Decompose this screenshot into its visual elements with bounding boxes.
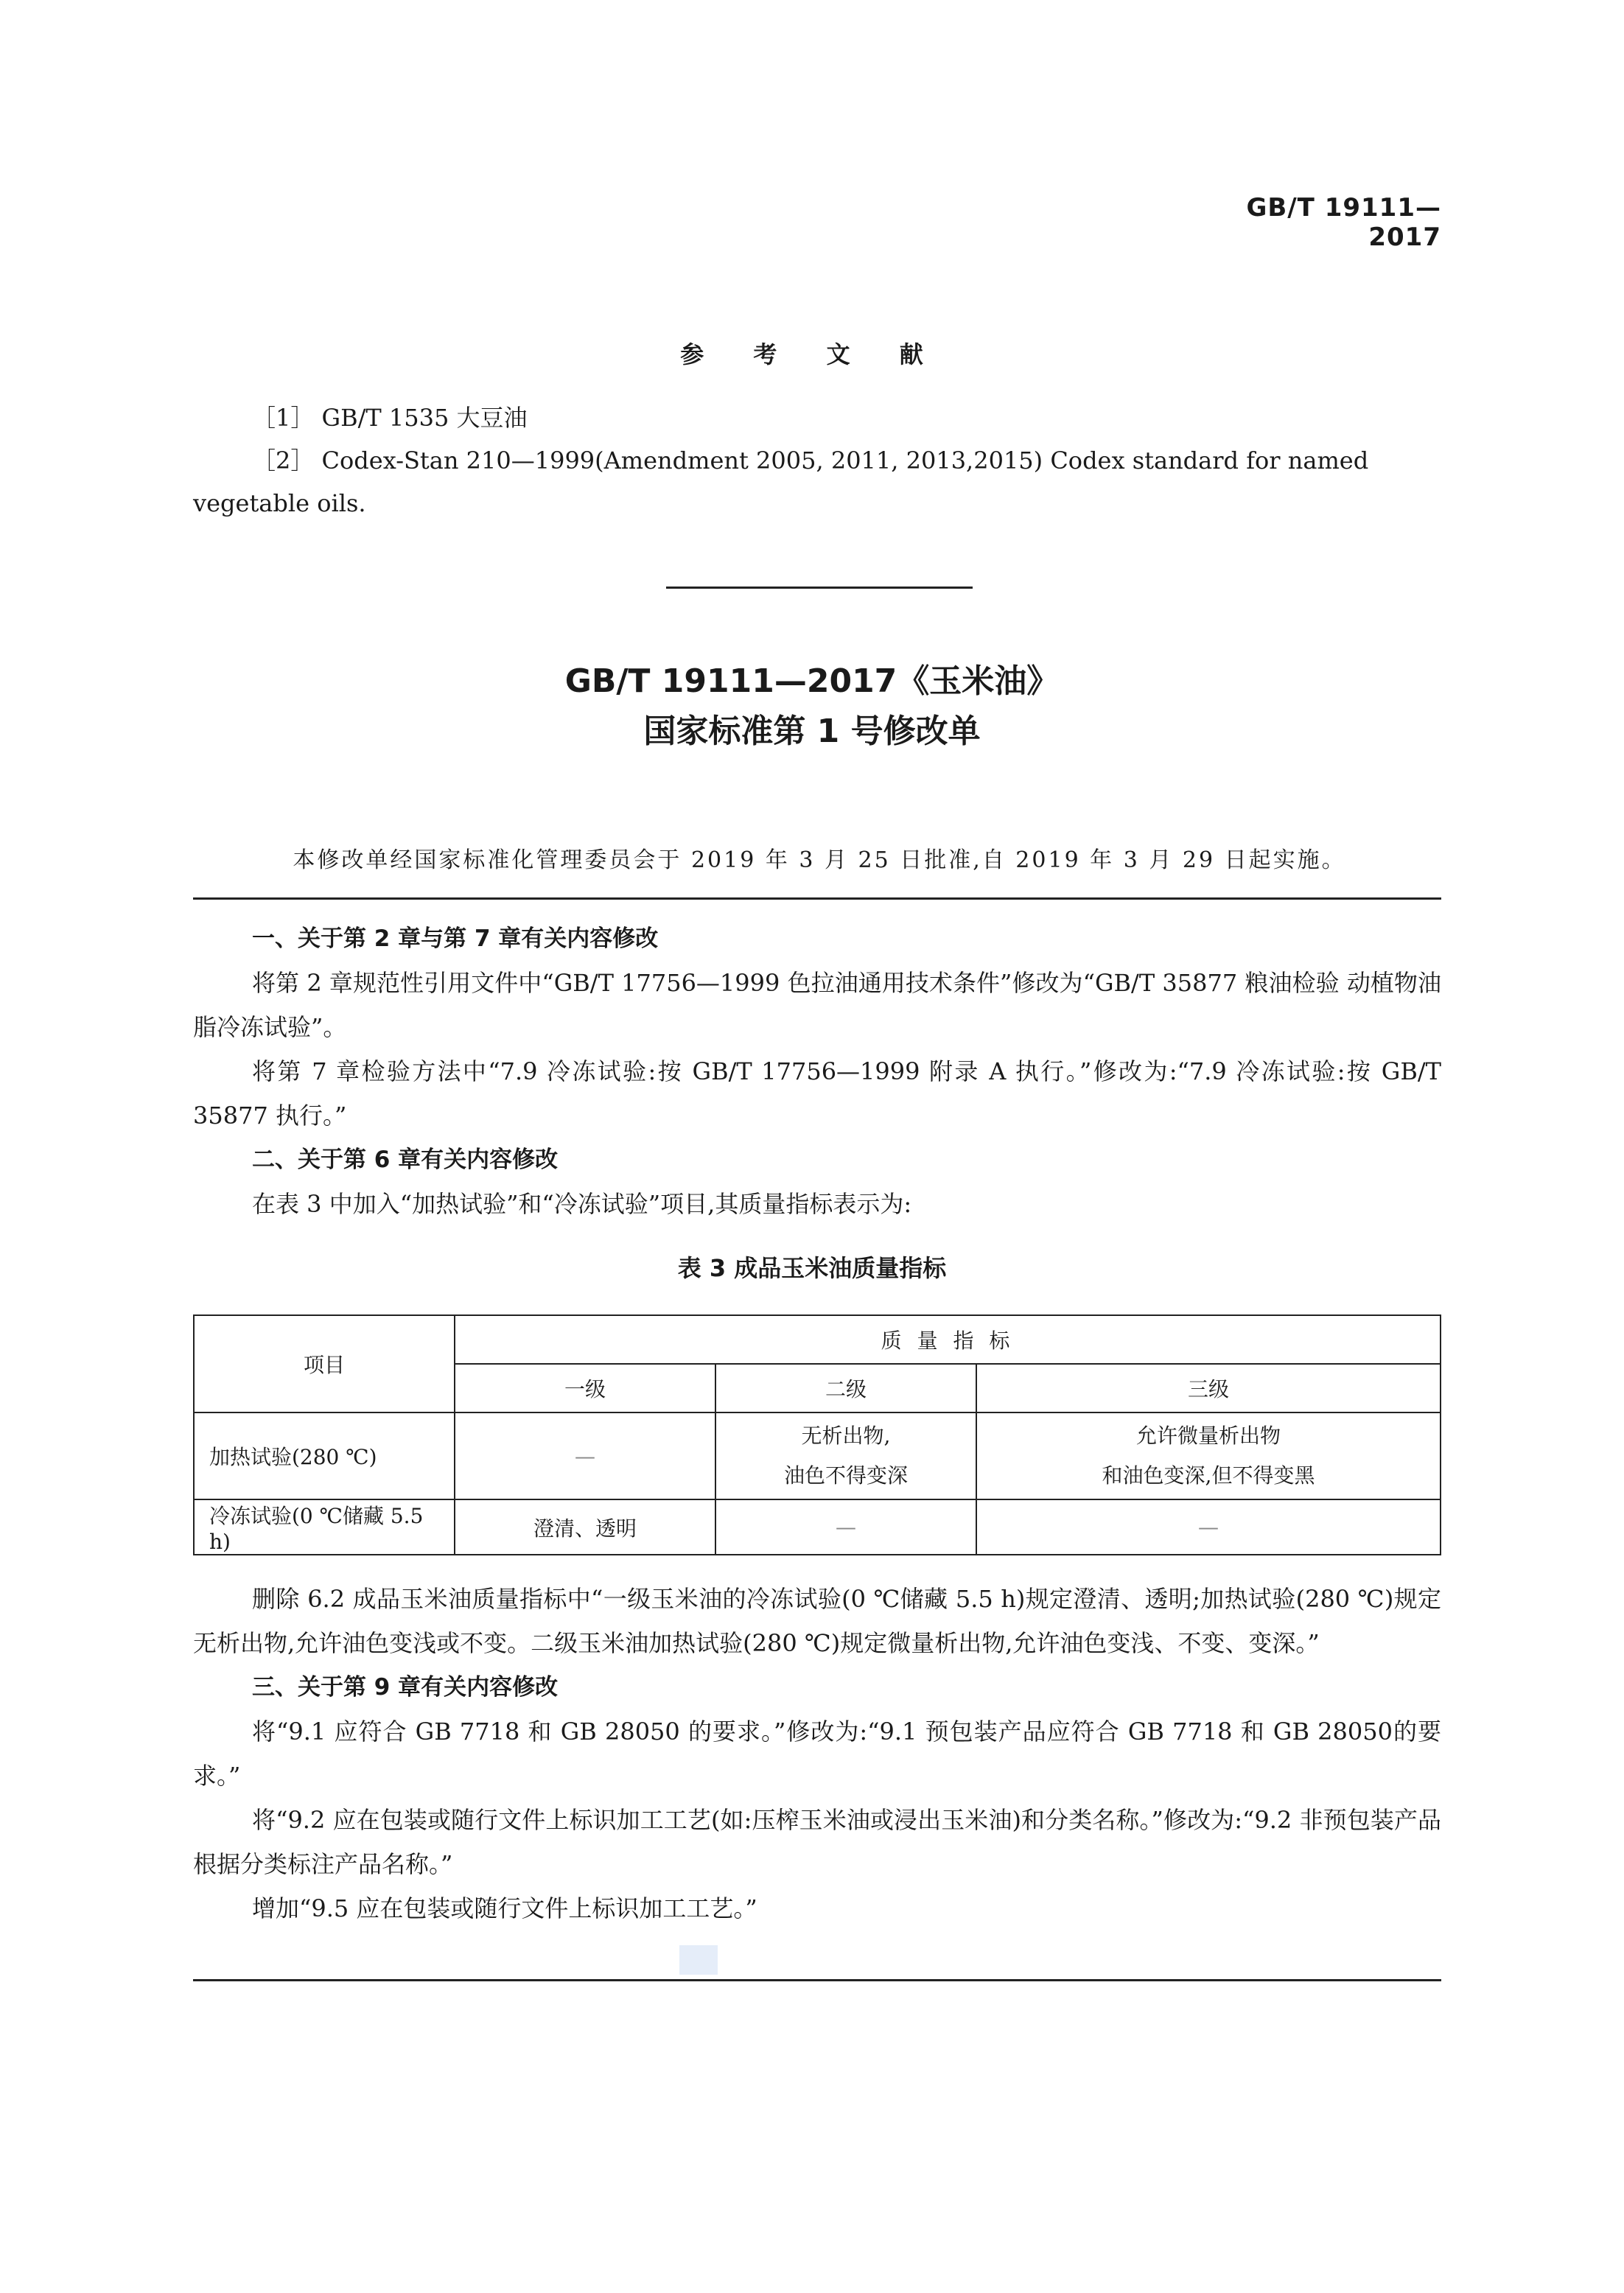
section-2-paragraph-2: 删除 6.2 成品玉米油质量指标中“一级玉米油的冷冻试验(0 ℃储藏 5.5 h)规定澄清、透明;加热试验(280 ℃)规定无析出物,允许油色变浅或不变。二级玉米油加热试验(280 ℃)规定微量析出物,允许油色变浅、不变、变深。” — [193, 1585, 1441, 1657]
top-rule — [193, 897, 1441, 900]
row-grade-3: — — [976, 1499, 1441, 1555]
reference-item-2: ［2］ Codex-Stan 210—1999(Amendment 2005, 2011, 2013,2015) Codex standard for named vegetable oils. — [193, 447, 1369, 517]
section-1-paragraph-1: 将第 2 章规范性引用文件中“GB/T 17756—1999 色拉油通用技术条件”修改为“GB/T 35877 粮油检验 动植物油脂冷冻试验”。 — [193, 969, 1441, 1041]
amendment-title-line1: GB/T 19111—2017《玉米油》 — [564, 662, 1060, 700]
section-2-3 — [193, 1577, 1441, 1930]
section-1-paragraph-2: 将第 7 章检验方法中“7.9 冷冻试验:按 GB/T 17756—1999 附录 A 执行。”修改为:“7.9 冷冻试验:按 GB/T 35877 执行。” — [193, 1057, 1441, 1130]
quality-table — [193, 1314, 1441, 1555]
table-row — [194, 1499, 1441, 1555]
references-title: 参 考 文 献 — [680, 340, 944, 368]
watermark-mark — [679, 1945, 718, 1975]
row-grade-3-line-1: 允许微量析出物 — [1135, 1424, 1281, 1448]
row-grade-1: — — [455, 1412, 715, 1499]
header-grade-2: 二级 — [715, 1364, 976, 1412]
table-row — [194, 1412, 1441, 1499]
row-grade-1: 澄清、透明 — [455, 1499, 715, 1555]
row-grade-2-line-1: 无析出物, — [801, 1424, 891, 1448]
row-grade-3-line-2: 和油色变深,但不得变黑 — [1102, 1463, 1315, 1488]
header-item: 项目 — [194, 1315, 455, 1412]
section-3-paragraph-1: 将“9.1 应符合 GB 7718 和 GB 28050 的要求。”修改为:“9.1 预包装产品应符合 GB 7718 和 GB 28050的要求。” — [193, 1718, 1441, 1790]
section-2-heading: 二、关于第 6 章有关内容修改 — [252, 1146, 559, 1173]
row-item: 加热试验(280 ℃) — [194, 1412, 455, 1499]
approval-statement: 本修改单经国家标准化管理委员会于 2019 年 3 月 25 日批准,自 2019 年 3 月 29 日起实施。 — [293, 847, 1346, 873]
section-3-paragraph-3: 增加“9.5 应在包装或随行文件上标识加工工艺。” — [252, 1894, 757, 1922]
section-1-heading: 一、关于第 2 章与第 7 章有关内容修改 — [252, 925, 659, 952]
section-3-heading: 三、关于第 9 章有关内容修改 — [252, 1674, 559, 1701]
bottom-rule — [193, 1979, 1441, 1981]
row-grade-2 — [715, 1412, 976, 1499]
row-item: 冷冻试验(0 ℃储藏 5.5 h) — [194, 1499, 455, 1555]
row-grade-2-line-2: 油色不得变深 — [783, 1463, 908, 1488]
reference-item-1: ［1］ GB/T 1535 大豆油 — [252, 404, 528, 432]
standard-code-header: GB/T 19111—2017 — [1246, 193, 1441, 252]
separator-rule — [666, 587, 973, 589]
section-3-paragraph-2: 将“9.2 应在包装或随行文件上标识加工工艺(如:压榨玉米油或浸出玉米油)和分类名称。”修改为:“9.2 非预包装产品根据分类标注产品名称。” — [193, 1806, 1441, 1878]
header-grade-3: 三级 — [976, 1364, 1441, 1412]
row-grade-3 — [976, 1412, 1441, 1499]
row-grade-2: — — [715, 1499, 976, 1555]
section-2-paragraph-1: 在表 3 中加入“加热试验”和“冷冻试验”项目,其质量指标表示为: — [252, 1190, 912, 1218]
header-quality: 质 量 指 标 — [455, 1315, 1441, 1364]
header-grade-1: 一级 — [455, 1364, 715, 1412]
section-1 — [193, 917, 1441, 1226]
table-caption: 表 3 成品玉米油质量指标 — [677, 1254, 947, 1282]
amendment-title-line2: 国家标准第 1 号修改单 — [643, 713, 981, 750]
